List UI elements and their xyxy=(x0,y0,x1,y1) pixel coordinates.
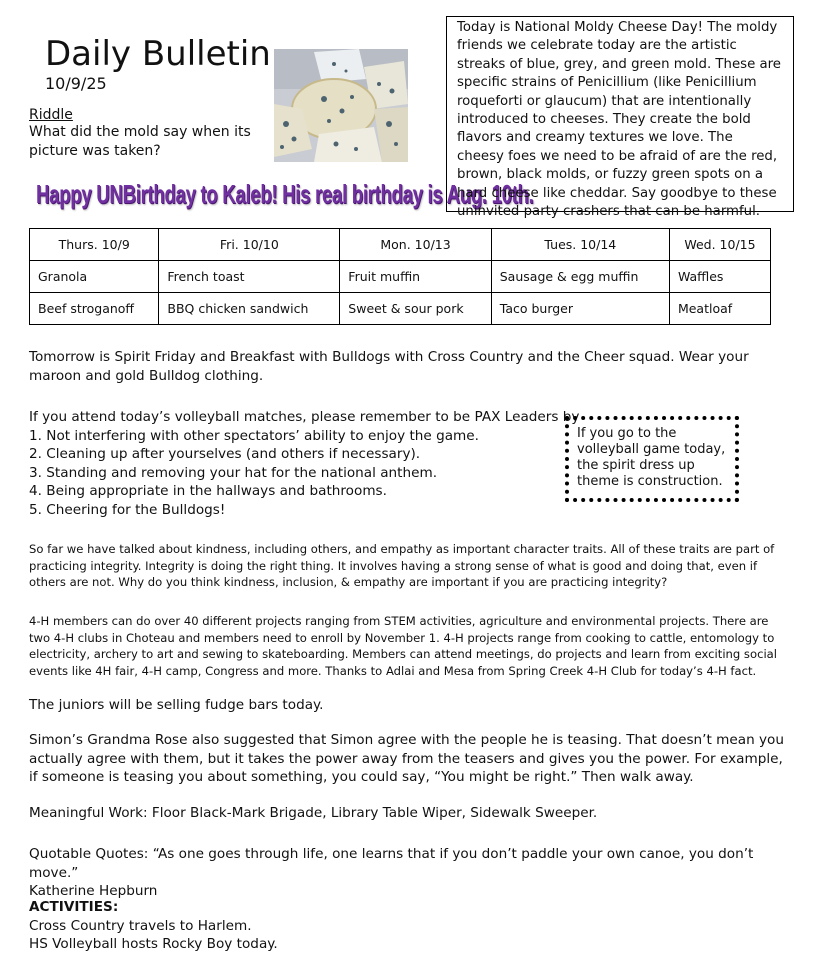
menu-cell: Sweet & sour pork xyxy=(340,293,491,325)
menu-day: Tues. 10/14 xyxy=(491,229,669,261)
riddle-question: What did the mold say when its picture was taken? xyxy=(29,124,251,159)
activities-heading: ACTIVITIES: xyxy=(29,899,119,915)
menu-cell: Waffles xyxy=(669,261,770,293)
pax-item: 4. Being appropriate in the hallways and bathrooms. xyxy=(29,483,387,499)
menu-cell: BBQ chicken sandwich xyxy=(159,293,340,325)
activities-section xyxy=(29,898,789,954)
quote-author: Katherine Hepburn xyxy=(29,883,158,899)
menu-lunch-row xyxy=(30,293,771,325)
volleyball-intro: If you attend today’s volleyball matches, please remember to be PAX Leaders by xyxy=(29,409,580,425)
menu-cell: French toast xyxy=(159,261,340,293)
volleyball-section xyxy=(29,408,580,519)
meaningful-work: Meaningful Work: Floor Black-Mark Brigade, Library Table Wiper, Sidewalk Sweeper. xyxy=(29,805,598,821)
lunch-menu-table xyxy=(29,228,771,325)
four-h-paragraph: 4-H members can do over 40 different projects ranging from STEM activities, agriculture and environmental projects. There are two 4-H clubs in Choteau and members need to enroll by November 1. 4-H projects range from cooking to cattle, entomology to electricity, archery to art and sewing to skateboarding. Members can attend meetings, do projects and learn from exciting social events like 4H fair, 4-H camp, Congress and more. Thanks to Adlai and Mesa from Spring Creek 4-H Club for today’s 4-H fact. xyxy=(29,614,777,678)
menu-day: Mon. 10/13 xyxy=(340,229,491,261)
menu-day: Wed. 10/15 xyxy=(669,229,770,261)
riddle-heading: Riddle xyxy=(29,107,73,123)
activity-item: Cross Country travels to Harlem. xyxy=(29,917,252,934)
menu-cell: Granola xyxy=(30,261,159,293)
cheese-photo-icon xyxy=(274,49,408,162)
quote-section xyxy=(29,845,789,901)
menu-cell: Sausage & egg muffin xyxy=(491,261,669,293)
integrity-paragraph: So far we have talked about kindness, including others, and empathy as important character traits. All of these traits are part of practicing integrity. Integrity is doing the right thing. It involves having a strong sense of what is good and doing that, even if others are not. Why do you think kindness, inclusion, & empathy are important if you are practicing integrity? xyxy=(29,542,775,589)
menu-breakfast-row xyxy=(30,261,771,293)
teasing-paragraph: Simon’s Grandma Rose also suggested that Simon agree with the people he is teasing. That doesn’t mean you actually agree with them, but it takes the power away from the teasers and gives you the power. For example, if someone is teasing you about something, you could say, “You might be right.” Then walk away. xyxy=(29,732,784,785)
pax-item: 5. Cheering for the Bulldogs! xyxy=(29,501,226,518)
menu-cell: Fruit muffin xyxy=(340,261,491,293)
page-title: Daily Bulletin xyxy=(45,34,271,74)
spirit-friday-note: Tomorrow is Spirit Friday and Breakfast with Bulldogs with Cross Country and the Cheer squad. Wear your maroon and gold Bulldog clothing. xyxy=(29,349,749,384)
unbirthday-banner: Happy UNBirthday to Kaleb! His real birthday is Aug. 10th. xyxy=(36,179,534,209)
pax-item: 1. Not interfering with other spectators’ ability to enjoy the game. xyxy=(29,427,479,444)
spirit-dress-box: If you go to the volleyball game today, the spirit dress up theme is construction. xyxy=(565,416,739,502)
bulletin-date: 10/9/25 xyxy=(45,74,107,93)
activity-item: HS Volleyball hosts Rocky Boy today. xyxy=(29,936,278,952)
fudge-note: The juniors will be selling fudge bars today. xyxy=(29,697,324,713)
menu-cell: Taco burger xyxy=(491,293,669,325)
cheese-day-box: Today is National Moldy Cheese Day! The moldy friends we celebrate today are the artistic streaks of blue, grey, and green mold. These are specific strains of Penicillium (like Penicillium roqueforti or glaucum) that are intentionally introduced to cheeses. They create the bold flavors and creamy textures we love. The cheesy foes we need to be afraid of are the red, brown, black molds, or fuzzy green spots on a hard cheese like cheddar. Say goodbye to these uninvited party crashers that can be harmful. xyxy=(446,16,794,212)
pax-item: 2. Cleaning up after yourselves (and others if necessary). xyxy=(29,446,421,462)
menu-day: Thurs. 10/9 xyxy=(30,229,159,261)
pax-item: 3. Standing and removing your hat for the national anthem. xyxy=(29,464,438,481)
menu-cell: Meatloaf xyxy=(669,293,770,325)
quote-text: Quotable Quotes: “As one goes through life, one learns that if you don’t paddle your own canoe, you don’t move.” xyxy=(29,846,754,881)
menu-day: Fri. 10/10 xyxy=(159,229,340,261)
menu-cell: Beef stroganoff xyxy=(30,293,159,325)
menu-day-row xyxy=(30,229,771,261)
